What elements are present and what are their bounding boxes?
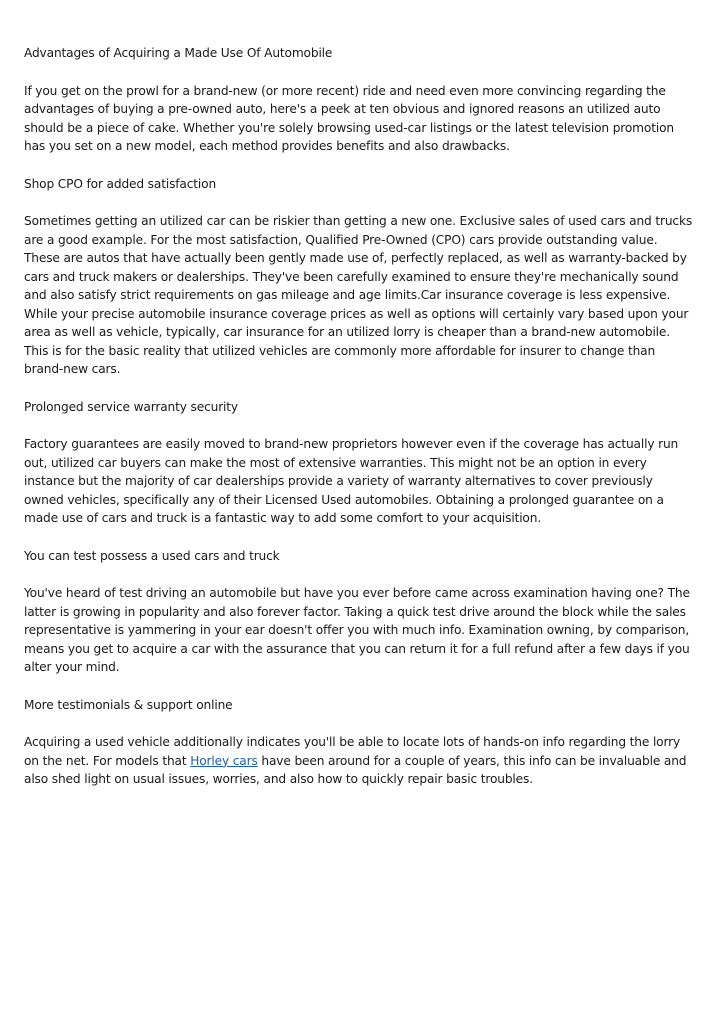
body-text-after-link: have been around for a couple of years, this info can be invaluable and also shed light on usual issues, worries, and also how to quickly repair basic troubles. <box>24 753 687 786</box>
section-heading-reviews: More testimonials & support online <box>24 697 233 712</box>
section-body-reviews <box>24 733 696 789</box>
section-heading-test-own: You can test possess a used cars and truck <box>24 548 280 563</box>
section-heading-warranty: Prolonged service warranty security <box>24 399 238 414</box>
intro-paragraph: If you get on the prowl for a brand-new (or more recent) ride and need even more convincing regarding the advantages of buying a pre-owned auto, here's a peek at ten obvious and ignored reasons an utilized auto should be a piece of cake. Whether you're solely browsing used-car listings or the latest television promotion has you set on a new model, each method provides benefits and also drawbacks. <box>24 83 674 153</box>
document-body <box>24 44 696 808</box>
section-body-cpo: Sometimes getting an utilized car can be riskier than getting a new one. Exclusive sales of used cars and trucks are a good example. For the most satisfaction, Qualified Pre-Owned (CPO) cars provide outstanding value. These are autos that have actually been gently made use of, perfectly replaced, as well as warranty-backed by cars and truck makers or dealerships. They've been carefully examined to ensure they're mechanically sound and also satisfy strict requirements on gas mileage and age limits.Car insurance coverage is less expensive. While your precise automobile insurance coverage prices as well as options will certainly vary based upon your area as well as vehicle, typically, car insurance for an utilized lorry is cheaper than a brand-new automobile. This is for the basic reality that utilized vehicles are commonly more affordable for insurer to change than brand-new cars. <box>24 214 693 376</box>
section-body-warranty: Factory guarantees are easily moved to brand-new proprietors however even if the coverage has actually run out, utilized car buyers can make the most of extensive warranties. This might not be an option in every instance but the majority of car dealerships provide a variety of warranty alternatives to cover previously owned vehicles, specifically any of their Licensed Used automobiles. Obtaining a prolonged guarantee on a made use of cars and truck is a fantastic way to add some comfort to your acquisition. <box>24 437 679 525</box>
section-heading-cpo: Shop CPO for added satisfaction <box>24 176 217 191</box>
horley-cars-link[interactable]: Horley cars <box>190 753 258 768</box>
section-body-test-own: You've heard of test driving an automobile but have you ever before came across examination having one? The latter is growing in popularity and also forever factor. Taking a quick test drive around the block while the sales representative is yammering in your ear doesn't offer you with much info. Examination owning, by comparison, means you get to acquire a car with the assurance that you can return it for a full refund after a few days if you alter your mind. <box>24 586 690 674</box>
page-title: Advantages of Acquiring a Made Use Of Automobile <box>24 46 333 60</box>
body-text-before-link: Acquiring a used vehicle additionally indicates you'll be able to locate lots of hands-on info regarding the lorry on the net. For models that <box>24 735 681 768</box>
